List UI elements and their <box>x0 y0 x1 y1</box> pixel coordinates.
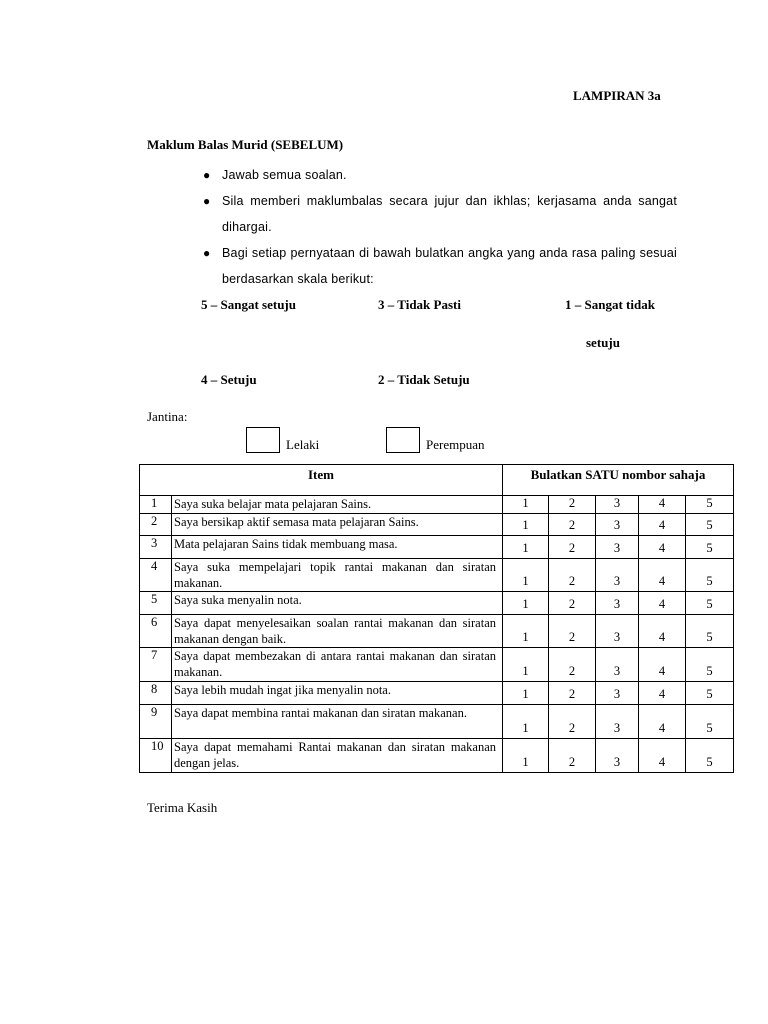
table-row <box>140 592 734 615</box>
rating-option-5[interactable]: 5 <box>686 592 734 615</box>
rating-option-5[interactable]: 5 <box>686 514 734 536</box>
scale-5: 5 – Sangat setuju <box>201 297 296 312</box>
scale-2: 2 – Tidak Setuju <box>378 372 470 387</box>
item-statement: Saya suka belajar mata pelajaran Sains. <box>172 496 503 514</box>
rating-option-1[interactable]: 1 <box>503 615 549 648</box>
rating-option-2[interactable]: 2 <box>549 682 596 705</box>
rating-option-1[interactable]: 1 <box>503 514 549 536</box>
rating-option-2[interactable]: 2 <box>549 514 596 536</box>
table-row <box>140 648 734 682</box>
rating-option-1[interactable]: 1 <box>503 536 549 559</box>
scale-1: 1 – Sangat tidak <box>565 297 655 312</box>
rating-option-1[interactable]: 1 <box>503 682 549 705</box>
item-number: 7 <box>140 648 172 682</box>
item-statement: Mata pelajaran Sains tidak membuang masa. <box>172 536 503 559</box>
female-label: Perempuan <box>426 437 485 452</box>
rating-option-5[interactable]: 5 <box>686 615 734 648</box>
rating-option-3[interactable]: 3 <box>596 648 639 682</box>
rating-option-4[interactable]: 4 <box>639 559 686 592</box>
rating-option-4[interactable]: 4 <box>639 514 686 536</box>
rating-option-4[interactable]: 4 <box>639 705 686 739</box>
table-row <box>140 739 734 773</box>
item-statement: Saya bersikap aktif semasa mata pelajaran Sains. <box>172 514 503 536</box>
rating-option-1[interactable]: 1 <box>503 739 549 773</box>
table-row <box>140 615 734 648</box>
scale-4: 4 – Setuju <box>201 372 257 387</box>
item-statement: Saya dapat memahami Rantai makanan dan siratan makanan dengan jelas. <box>172 739 503 773</box>
rating-option-5[interactable]: 5 <box>686 496 734 514</box>
rating-option-3[interactable]: 3 <box>596 592 639 615</box>
item-number: 1 <box>140 496 172 514</box>
rating-option-4[interactable]: 4 <box>639 682 686 705</box>
item-number: 6 <box>140 615 172 648</box>
rating-option-5[interactable]: 5 <box>686 705 734 739</box>
item-number: 3 <box>140 536 172 559</box>
item-statement: Saya suka mempelajari topik rantai makanan dan siratan makanan. <box>172 559 503 592</box>
closing-text: Terima Kasih <box>147 800 218 815</box>
gender-label: Jantina: <box>147 409 188 424</box>
male-label: Lelaki <box>286 437 320 452</box>
male-checkbox[interactable] <box>246 427 280 453</box>
choice-header: Bulatkan SATU nombor sahaja <box>503 465 734 496</box>
rating-option-3[interactable]: 3 <box>596 496 639 514</box>
item-number: 5 <box>140 592 172 615</box>
rating-option-2[interactable]: 2 <box>549 648 596 682</box>
rating-option-4[interactable]: 4 <box>639 648 686 682</box>
rating-option-3[interactable]: 3 <box>596 559 639 592</box>
rating-option-1[interactable]: 1 <box>503 496 549 514</box>
rating-option-2[interactable]: 2 <box>549 705 596 739</box>
rating-option-2[interactable]: 2 <box>549 592 596 615</box>
rating-option-1[interactable]: 1 <box>503 559 549 592</box>
survey-table <box>139 464 734 773</box>
rating-option-1[interactable]: 1 <box>503 705 549 739</box>
item-statement: Saya suka menyalin nota. <box>172 592 503 615</box>
bullet-icon: ● <box>203 194 211 208</box>
female-checkbox[interactable] <box>386 427 420 453</box>
instruction-item: ● Bagi setiap pernyataan di bawah bulatkan angka yang anda rasa paling sesuai berdasarkan skala berikut: <box>195 240 677 292</box>
rating-option-2[interactable]: 2 <box>549 536 596 559</box>
item-number: 8 <box>140 682 172 705</box>
rating-option-3[interactable]: 3 <box>596 514 639 536</box>
rating-option-5[interactable]: 5 <box>686 559 734 592</box>
item-number: 4 <box>140 559 172 592</box>
bullet-icon: ● <box>203 246 211 260</box>
scale-1-cont: setuju <box>586 335 620 350</box>
table-row <box>140 514 734 536</box>
instruction-item: ● Jawab semua soalan. <box>195 162 677 188</box>
table-header-row <box>140 465 734 496</box>
rating-option-1[interactable]: 1 <box>503 592 549 615</box>
rating-option-4[interactable]: 4 <box>639 615 686 648</box>
rating-option-2[interactable]: 2 <box>549 559 596 592</box>
instruction-list <box>195 162 677 292</box>
instruction-item: ● Sila memberi maklumbalas secara jujur dan ikhlas; kerjasama anda sangat dihargai. <box>195 188 677 240</box>
table-row <box>140 682 734 705</box>
item-statement: Saya dapat menyelesaikan soalan rantai makanan dan siratan makanan dengan baik. <box>172 615 503 648</box>
rating-option-2[interactable]: 2 <box>549 739 596 773</box>
rating-option-3[interactable]: 3 <box>596 705 639 739</box>
rating-option-3[interactable]: 3 <box>596 739 639 773</box>
table-row <box>140 559 734 592</box>
page-title: Maklum Balas Murid (SEBELUM) <box>147 137 344 152</box>
rating-option-1[interactable]: 1 <box>503 648 549 682</box>
rating-option-5[interactable]: 5 <box>686 739 734 773</box>
item-number: 2 <box>140 514 172 536</box>
rating-option-4[interactable]: 4 <box>639 592 686 615</box>
table-row <box>140 705 734 739</box>
item-statement: Saya dapat membina rantai makanan dan siratan makanan. <box>172 705 503 739</box>
rating-option-3[interactable]: 3 <box>596 682 639 705</box>
scale-3: 3 – Tidak Pasti <box>378 297 461 312</box>
table-row <box>140 496 734 514</box>
item-statement: Saya lebih mudah ingat jika menyalin nota. <box>172 682 503 705</box>
appendix-label: LAMPIRAN 3a <box>573 88 661 103</box>
rating-option-5[interactable]: 5 <box>686 648 734 682</box>
rating-option-2[interactable]: 2 <box>549 615 596 648</box>
rating-option-2[interactable]: 2 <box>549 496 596 514</box>
rating-option-3[interactable]: 3 <box>596 615 639 648</box>
bullet-icon: ● <box>203 168 211 182</box>
item-number: 9 <box>140 705 172 739</box>
table-row <box>140 536 734 559</box>
item-header: Item <box>140 465 503 496</box>
survey-body <box>140 496 734 773</box>
item-number: 10 <box>140 739 172 773</box>
rating-option-4[interactable]: 4 <box>639 536 686 559</box>
rating-option-5[interactable]: 5 <box>686 536 734 559</box>
item-statement: Saya dapat membezakan di antara rantai makanan dan siratan makanan. <box>172 648 503 682</box>
rating-option-3[interactable]: 3 <box>596 536 639 559</box>
rating-option-5[interactable]: 5 <box>686 682 734 705</box>
rating-option-4[interactable]: 4 <box>639 496 686 514</box>
rating-option-4[interactable]: 4 <box>639 739 686 773</box>
